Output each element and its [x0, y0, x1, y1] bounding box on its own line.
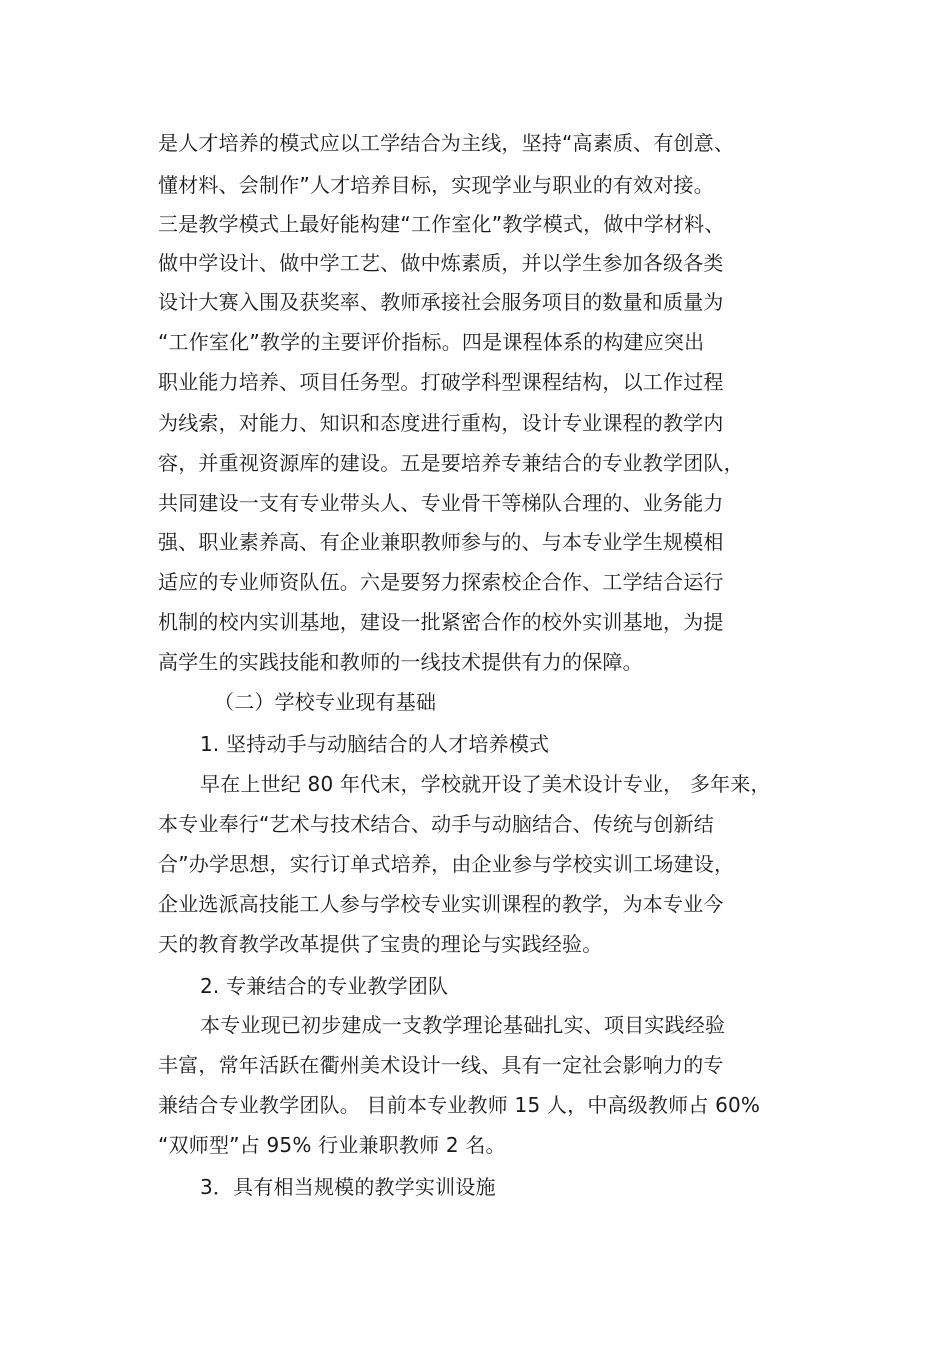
text-line: 兼结合专业教学团队。 目前本专业教师 15 人，中高级教师占 60% — [158, 1093, 761, 1117]
text-line: 早在上世纪 80 年代末，学校就开设了美术设计专业， 多年来， — [200, 772, 771, 796]
subsection-heading: 1. 坚持动手与动脑结合的人才培养模式 — [200, 732, 550, 756]
text-line: 容，并重视资源库的建设。五是要培养专兼结合的专业教学团队， — [158, 451, 744, 475]
text-line: 为线索，对能力、知识和态度进行重构，设计专业课程的教学内 — [158, 411, 724, 435]
text-line: 设计大赛入围及获奖率、教师承接社会服务项目的数量和质量为 — [158, 290, 724, 314]
text-line: 强、职业素养高、有企业兼职教师参与的、与本专业学生规模相 — [158, 530, 724, 554]
text-line: 适应的专业师资队伍。六是要努力探索校企合作、工学结合运行 — [158, 570, 724, 594]
text-line: 机制的校内实训基地，建设一批紧密合作的校外实训基地，为提 — [158, 610, 724, 634]
text-line: 是人才培养的模式应以工学结合为主线，坚持“高素质、有创意、 — [158, 131, 735, 155]
text-line: 天的教育教学改革提供了宝贵的理论与实践经验。 — [158, 932, 603, 956]
subsection-heading: 3．具有相当规模的教学实训设施 — [200, 1175, 496, 1199]
text-line: 合”办学思想，实行订单式培养，由企业参与学校实训工场建设， — [158, 852, 735, 876]
text-line: 懂材料、会制作”人才培养目标，实现学业与职业的有效对接。 — [158, 173, 714, 197]
text-line: 职业能力培养、项目任务型。打破学科型课程结构，以工作过程 — [158, 370, 724, 394]
text-line: 丰富，常年活跃在衢州美术设计一线、具有一定社会影响力的专 — [158, 1053, 724, 1077]
subsection-heading: 2. 专兼结合的专业教学团队 — [200, 974, 449, 998]
text-line: 本专业奉行“艺术与技术结合、动手与动脑结合、传统与创新结 — [158, 812, 714, 836]
text-line: “工作室化”教学的主要评价指标。四是课程体系的构建应突出 — [158, 330, 705, 354]
text-line: 三是教学模式上最好能构建“工作室化”教学模式，做中学材料、 — [158, 212, 725, 236]
section-heading: （二）学校专业现有基础 — [214, 690, 437, 714]
text-line: 共同建设一支有专业带头人、专业骨干等梯队合理的、业务能力 — [158, 491, 724, 515]
text-line: 做中学设计、做中学工艺、做中炼素质，并以学生参加各级各类 — [158, 251, 724, 275]
text-line: “双师型”占 95% 行业兼职教师 2 名。 — [158, 1133, 506, 1157]
text-line: 企业选派高技能工人参与学校专业实训课程的教学，为本专业今 — [158, 892, 724, 916]
text-line: 本专业现已初步建成一支教学理论基础扎实、项目实践经验 — [200, 1013, 726, 1037]
text-line: 高学生的实践技能和教师的一线技术提供有力的保障。 — [158, 650, 643, 674]
